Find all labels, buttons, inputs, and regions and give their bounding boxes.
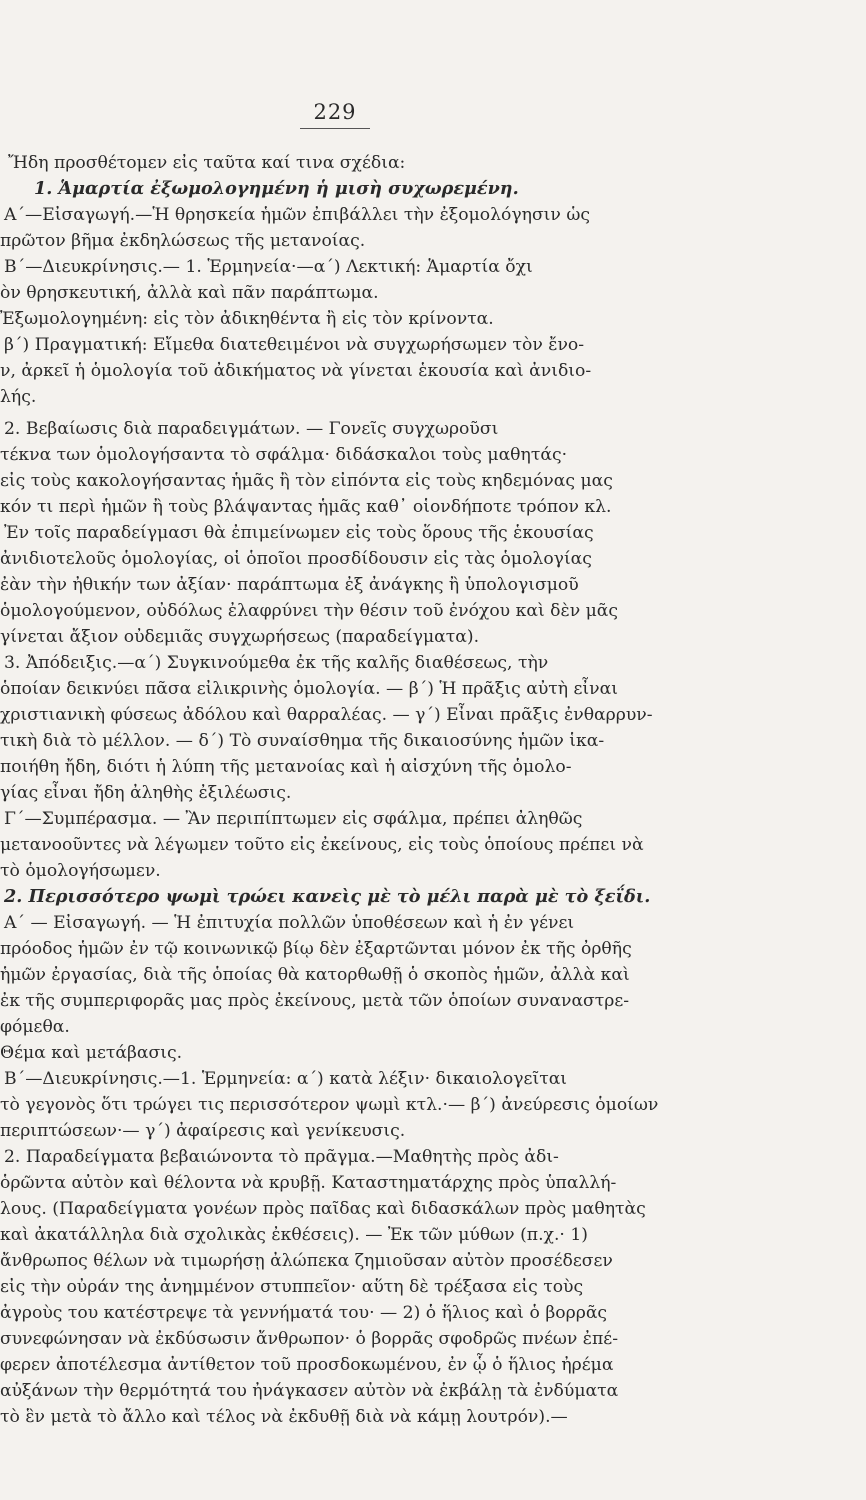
text-line: ἄνθρωπος θέλων νὰ τιμωρήσῃ ἀλώπεκα ζημιοῦσαν αὐτὸν προσέδεσεν (0, 1251, 613, 1271)
section-heading-line: 1. Ἁμαρτία ἐξωμολογημένη ἡ μισὴ συχωρεμένη. (34, 178, 519, 199)
section-heading-line: 2. Περισσότερο ψωμὶ τρώει κανεὶς μὲ τὸ μέλι παρὰ μὲ τὸ ξεΐδι. (4, 886, 651, 907)
text-line: εἰς τὴν οὐράν της ἀνημμένον στυππεῖον· αὕτη δὲ τρέξασα εἰς τοὺς (0, 1277, 584, 1297)
text-line: τικὴ διὰ τὸ μέλλον. — δ΄) Τὸ συναίσθημα τῆς δικαιοσύνης ἡμῶν ἱκα- (0, 731, 605, 751)
text-line: 2. Βεβαίωσις διὰ παραδειγμάτων. — Γονεῖς συγχωροῦσι (4, 419, 499, 439)
text-line: περιπτώσεων·— γ΄) ἀφαίρεσις καὶ γενίκευσις. (0, 1121, 406, 1141)
text-line: Ἐξωμολογημένη: εἰς τὸν ἀδικηθέντα ἢ εἰς τὸν κρίνοντα. (0, 309, 494, 329)
text-line: εἰς τοὺς κακολογήσαντας ἡμᾶς ἢ τὸν εἰπόντα εἰς τοὺς κηδεμόνας μας (0, 471, 613, 491)
text-line: Β΄—Διευκρίνησις.— 1. Ἑρμηνεία·—α΄) Λεκτική: Ἁμαρτία ὄχι (4, 257, 533, 277)
text-line: γίας εἶναι ἤδη ἀληθὴς ἐξιλέωσις. (0, 783, 292, 803)
text-line: Ἤδη προσθέτομεν εἰς ταῦτα καί τινα σχέδια: (8, 153, 406, 173)
text-line: ἀνιδιοτελοῦς ὁμολογίας, οἱ ὁποῖοι προσδίδουσιν εἰς τὰς ὁμολογίας (0, 549, 592, 569)
text-line: τὸ ὁμολογήσωμεν. (0, 861, 161, 881)
text-line: λής. (0, 387, 37, 407)
text-line: πρόοδος ἡμῶν ἐν τῷ κοινωνικῷ βίῳ δὲν ἐξαρτῶνται μόνον ἐκ τῆς ὀρθῆς (0, 939, 632, 959)
text-line: ἐὰν τὴν ἠθικήν των ἀξίαν· παράπτωμα ἐξ ἀνάγκης ἢ ὑπολογισμοῦ (0, 575, 579, 595)
body-text (0, 150, 866, 1430)
text-line: γίνεται ἄξιον οὐδεμιᾶς συγχωρήσεως (παραδείγματα). (0, 627, 480, 647)
page-number-rule (300, 128, 370, 129)
text-line: 3. Ἀπόδειξις.—α΄) Συγκινούμεθα ἐκ τῆς καλῆς διαθέσεως, τὴν (4, 653, 549, 673)
text-line: τέκνα των ὁμολογήσαντα τὸ σφάλμα· διδάσκαλοι τοὺς μαθητάς· (0, 445, 568, 465)
text-line: Ἐν τοῖς παραδείγμασι θὰ ἐπιμείνωμεν εἰς τοὺς ὅρους τῆς ἑκουσίας (4, 523, 594, 543)
text-line: καὶ ἀκατάλληλα διὰ σχολικὰς ἐκθέσεις). — Ἐκ τῶν μύθων (π.χ.· 1) (0, 1225, 589, 1245)
text-line: 2. Παραδείγματα βεβαιώνοντα τὸ πρᾶγμα.—Μαθητὴς πρὸς ἀδι- (4, 1147, 559, 1167)
text-line: ἡμῶν ἐργασίας, διὰ τῆς ὁποίας θὰ κατορθωθῇ ὁ σκοπὸς ἡμῶν, ἀλλὰ καὶ (0, 965, 630, 985)
text-line: Α΄ — Εἰσαγωγή. — Ἡ ἐπιτυχία πολλῶν ὑποθέσεων καὶ ἡ ἐν γένει (4, 913, 575, 933)
text-line: φερεν ἀποτέλεσμα ἀντίθετον τοῦ προσδοκωμένου, ἐν ᾧ ὁ ἥλιος ἠρέμα (0, 1355, 614, 1375)
text-line: Α΄—Εἰσαγωγή.—Ἡ θρησκεία ἡμῶν ἐπιβάλλει τὴν ἐξομολόγησιν ὡς (4, 205, 590, 225)
text-line: κόν τι περὶ ἡμῶν ἢ τοὺς βλάψαντας ἡμᾶς καθ᾽ οἱονδήποτε τρόπον κλ. (0, 497, 612, 517)
text-line: ὸν θρησκευτική, ἀλλὰ καὶ πᾶν παράπτωμα. (0, 283, 379, 303)
text-line: ἀγροὺς του κατέστρεψε τὰ γεννήματά του· — 2) ὁ ἥλιος καὶ ὁ βορρᾶς (0, 1303, 608, 1323)
text-line: αὐξάνων τὴν θερμότητά του ἠνάγκασεν αὐτὸν νὰ ἐκβάλῃ τὰ ἐνδύματα (0, 1381, 619, 1401)
text-line: φόμεθα. (0, 1017, 70, 1037)
text-line: ὁρῶντα αὐτὸν καὶ θέλοντα νὰ κρυβῇ. Καταστηματάρχης πρὸς ὑπαλλή- (0, 1173, 617, 1193)
text-line: ποιήθη ἤδη, διότι ἡ λύπη τῆς μετανοίας καὶ ἡ αἰσχύνη τῆς ὁμολο- (0, 757, 572, 777)
page-number: 229 (313, 100, 357, 124)
text-line: ἐκ τῆς συμπεριφορᾶς μας πρὸς ἐκείνους, μετὰ τῶν ὁποίων συναναστρε- (0, 991, 630, 1011)
text-line: ν, ἀρκεῖ ἡ ὁμολογία τοῦ ἀδικήματος νὰ γίνεται ἑκουσία καὶ ἀνιδιο- (0, 361, 592, 381)
text-line: Β΄—Διευκρίνησις.—1. Ἑρμηνεία: α΄) κατὰ λέξιν· δικαιολογεῖται (4, 1069, 568, 1089)
text-line: συνεφώνησαν νὰ ἐκδύσωσιν ἄνθρωπον· ὁ βορρᾶς σφοδρῶς πνέων ἐπέ- (0, 1329, 619, 1349)
text-line: ὁποίαν δεικνύει πᾶσα εἰλικρινὴς ὁμολογία. — β΄) Ἡ πρᾶξις αὐτὴ εἶναι (0, 679, 618, 699)
text-line: χριστιανικὴ φύσεως ἀδόλου καὶ θαρραλέας. — γ΄) Εἶναι πρᾶξις ἐνθαρρυν- (0, 705, 653, 725)
text-line: Γ΄—Συμπέρασμα. — Ἂν περιπίπτωμεν εἰς σφάλμα, πρέπει ἀληθῶς (4, 809, 583, 829)
text-line: β΄) Πραγματική: Εἴμεθα διατεθειμένοι νὰ συγχωρήσωμεν τὸν ἔνο- (4, 335, 585, 355)
text-line: Θέμα καὶ μετάβασις. (0, 1043, 183, 1063)
text-line: τὸ ἓν μετὰ τὸ ἄλλο καὶ τέλος νὰ ἐκδυθῇ διὰ νὰ κάμῃ λουτρόν).— (0, 1407, 568, 1427)
text-line: μετανοοῦντες νὰ λέγωμεν τοῦτο εἰς ἐκείνους, εἰς τοὺς ὁποίους πρέπει νὰ (0, 835, 644, 855)
text-line: πρῶτον βῆμα ἐκδηλώσεως τῆς μετανοίας. (0, 231, 366, 251)
text-line: λους. (Παραδείγματα γονέων πρὸς παῖδας καὶ διδασκάλων πρὸς μαθητὰς (0, 1199, 646, 1219)
text-line: τὸ γεγονὸς ὅτι τρώγει τις περισσότερον ψωμὶ κτλ.·— β΄) ἀνεύρεσις ὁμοίων (0, 1095, 659, 1115)
text-line: ὁμολογούμενον, οὐδόλως ἐλαφρύνει τὴν θέσιν τοῦ ἐνόχου καὶ δὲν μᾶς (0, 601, 619, 621)
